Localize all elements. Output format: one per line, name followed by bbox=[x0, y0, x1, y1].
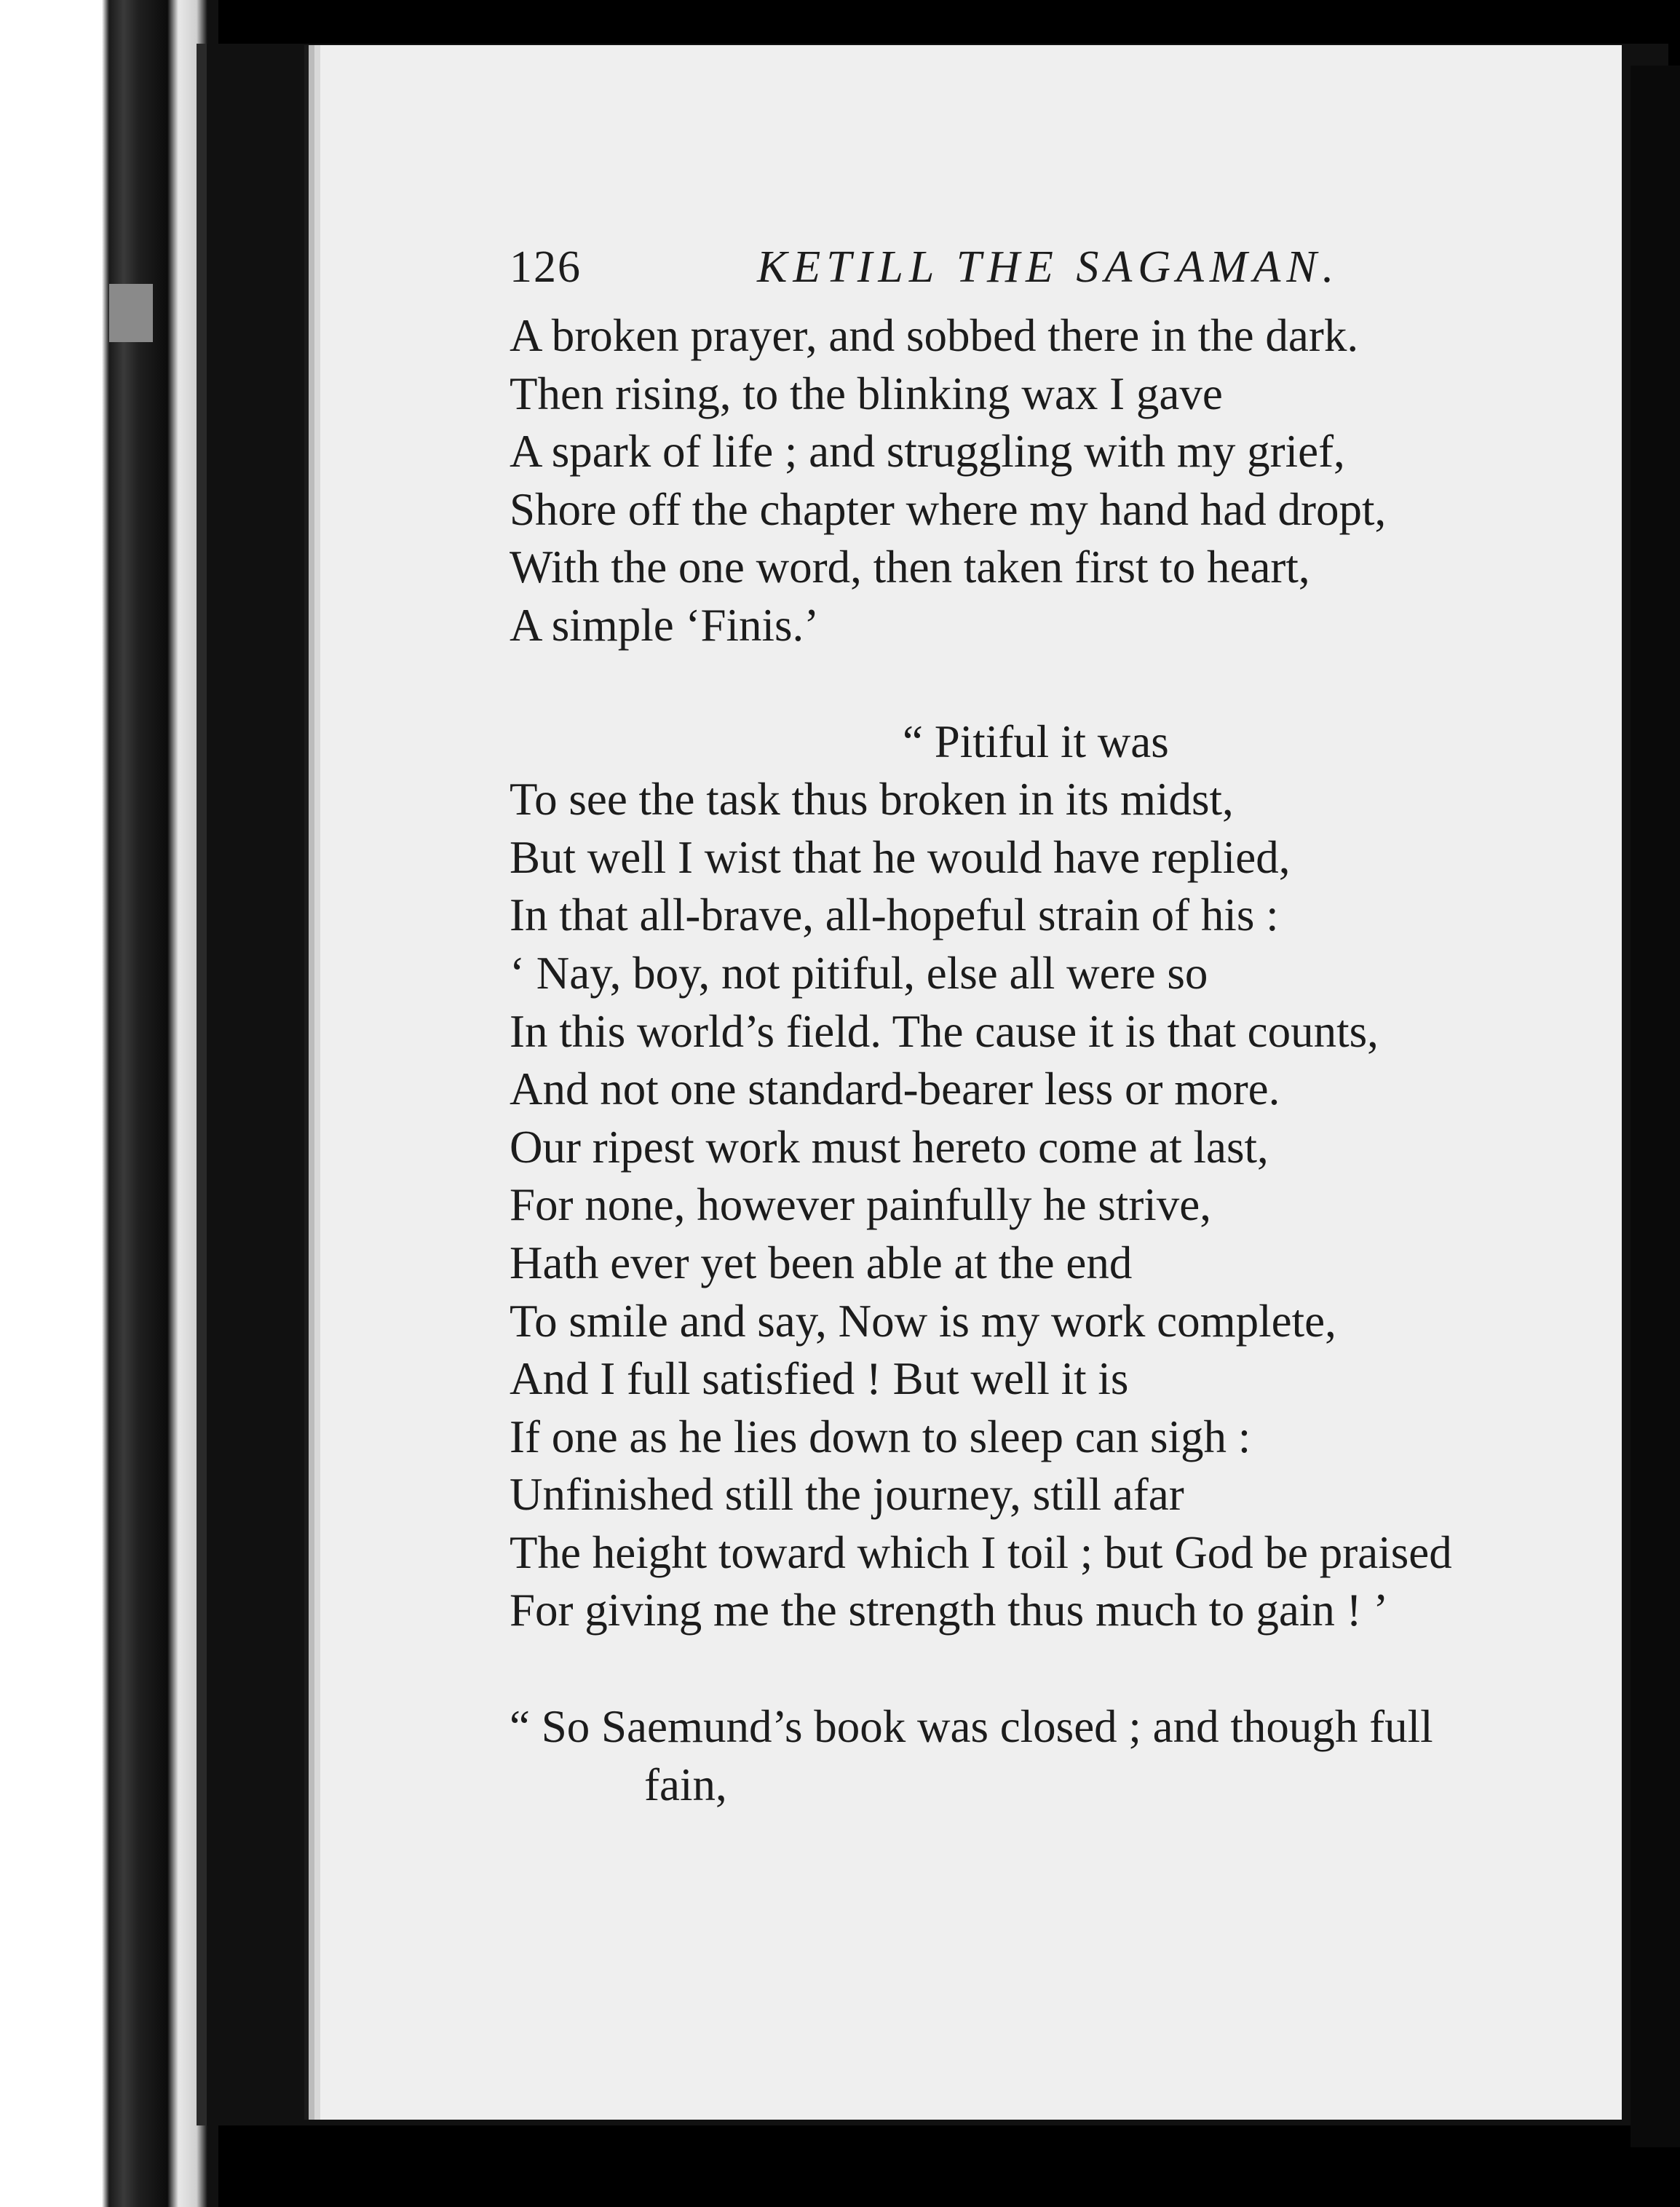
stanza-break bbox=[510, 655, 1580, 713]
poem-line: A spark of life ; and struggling with my grief, bbox=[510, 426, 1345, 478]
running-head bbox=[510, 242, 1580, 307]
facing-page-edge bbox=[1631, 66, 1680, 2147]
stanza-1 bbox=[510, 307, 1580, 655]
poem-line: And I full satisfied ! But well it is bbox=[510, 1353, 1129, 1405]
poem-line: Hath ever yet been able at the end bbox=[510, 1237, 1133, 1288]
stanza-3 bbox=[510, 1698, 1580, 1814]
running-title: KETILL THE SAGAMAN. bbox=[757, 242, 1340, 292]
poem-line: Unfinished still the journey, still afar bbox=[510, 1469, 1184, 1521]
poem-line: To see the task thus broken in its midst, bbox=[510, 774, 1234, 825]
poem-line: If one as he lies down to sleep can sigh : bbox=[510, 1411, 1251, 1462]
poem-line: A simple ‘Finis.’ bbox=[510, 599, 820, 651]
poem-line: Our ripest work must hereto come at last, bbox=[510, 1121, 1269, 1173]
poem-line: But well I wist that he would have replied, bbox=[510, 831, 1291, 883]
poem-line: In this world’s field. The cause it is that counts, bbox=[510, 1005, 1379, 1057]
poem-line: The height toward which I toil ; but God be praised bbox=[510, 1526, 1452, 1578]
cover-wear-mark bbox=[109, 284, 153, 342]
poem-line: With the one word, then taken first to heart, bbox=[510, 542, 1310, 593]
page-text bbox=[510, 242, 1580, 1814]
poem-line: In that all-brave, all-hopeful strain of his : bbox=[510, 889, 1279, 941]
poem-line: And not one standard-bearer less or more. bbox=[510, 1063, 1280, 1115]
poem-line: ‘ Nay, boy, not pitiful, else all were so bbox=[510, 947, 1208, 999]
poem-line-indented: “ Pitiful it was bbox=[903, 716, 1169, 767]
poem-line: Then rising, to the blinking wax I gave bbox=[510, 368, 1223, 419]
page-number: 126 bbox=[510, 242, 582, 292]
stanza-2 bbox=[510, 713, 1580, 1641]
book-page bbox=[320, 45, 1622, 2120]
poem-line: A broken prayer, and sobbed there in the dark. bbox=[510, 310, 1359, 361]
stanza-break bbox=[510, 1640, 1580, 1698]
poem-line-continuation: fain, bbox=[644, 1759, 727, 1810]
poem-line: For giving me the strength thus much to gain ! ’ bbox=[510, 1585, 1389, 1636]
poem-line: “ So Saemund’s book was closed ; and though full bbox=[510, 1701, 1433, 1753]
poem-line: For none, however painfully he strive, bbox=[510, 1179, 1212, 1231]
poem-line: To smile and say, Now is my work complete, bbox=[510, 1295, 1336, 1347]
poem-line: Shore off the chapter where my hand had dropt, bbox=[510, 483, 1387, 535]
